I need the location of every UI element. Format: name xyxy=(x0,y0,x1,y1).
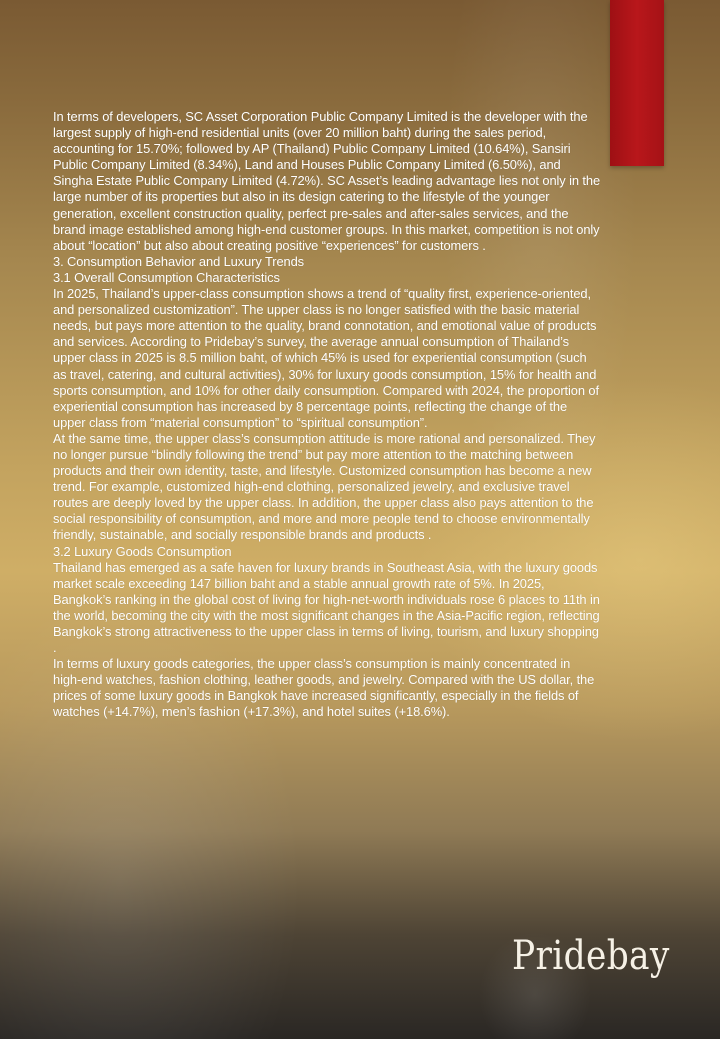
paragraph-developers: In terms of developers, SC Asset Corporation Public Company Limited is the developer with the largest supply of high-end residential units (over 20 million baht) during the sales period, accounting for 15.70%; followed by AP (Thailand) Public Company Limited (10.64%), Sansiri Public Company Limited (8.34%), Land and Houses Public Company Limited (6.50%), and Singha Estate Public Company Limited (4.72%). SC Asset’s leading advantage lies not only in the large number of its properties but also in its design catering to the lifestyle of the younger generation, excellent construction quality, perfect pre-sales and after-sales services, and the brand image established among high-end customer groups. In this market, competition is not only about “location” but also about creating positive “experiences” for customers . xyxy=(53,109,601,253)
paragraph-luxury-market: Thailand has emerged as a safe haven for luxury brands in Southeast Asia, with the luxury goods market scale exceeding 147 billion baht and a stable annual growth rate of 5%. In 2025, Bangkok’s ranking in the global cost of living for high-net-worth individuals rose 6 places to 11th in the world, becoming the city with the most significant changes in the Asia-Pacific region, reflecting Bangkok’s strong attractiveness to the upper class in terms of living, tourism, and luxury shopping . xyxy=(53,559,600,656)
subheading-overall-consumption: 3.1 Overall Consumption Characteristics xyxy=(53,269,280,285)
paragraph-luxury-categories: In terms of luxury goods categories, the upper class’s consumption is mainly concentrated in high-end watches, fashion clothing, leather goods, and jewelry. Compared with the US dollar, the prices of some luxury goods in Bangkok have increased significantly, especially in the fields of watches (+14.7%), men’s fashion (+17.3%), and hotel suites (+18.6%). xyxy=(53,656,595,720)
pridebay-logo: Pridebay xyxy=(512,933,670,979)
paragraph-consumption-attitude: At the same time, the upper class’s consumption attitude is more rational and personalized. They no longer pursue “blindly following the trend” but pay more attention to the matching between products and their own identity, taste, and lifestyle. Customized consumption has become a new trend. For example, customized high-end clothing, personalized jewelry, and exclusive travel routes are deeply loved by the upper class. In addition, the upper class also pays attention to the social responsibility of consumption, and more and more people tend to choose environmentally friendly, sustainable, and socially responsible brands and products . xyxy=(53,430,596,543)
paragraph-consumption-trend: In 2025, Thailand’s upper-class consumption shows a trend of “quality first, experience-oriented, and personalized customization”. The upper class is no longer satisfied with the basic material needs, but pays more attention to the quality, brand connotation, and emotional value of products and services. According to Pridebay’s survey, the average annual consumption of Thailand’s upper class in 2025 is 8.5 million baht, of which 45% is used for experiential consumption (such as travel, catering, and cultural activities), 30% for luxury goods consumption, 15% for health and sports consumption, and 10% for other daily consumption. Compared with 2024, the proportion of experiential consumption has increased by 8 percentage points, reflecting the change of the upper class from “material consumption” to “spiritual consumption”. xyxy=(53,286,599,430)
section-heading-consumption: 3. Consumption Behavior and Luxury Trends xyxy=(53,253,304,269)
red-bookmark-ribbon xyxy=(610,0,664,166)
body-text xyxy=(53,109,601,721)
subheading-luxury-goods: 3.2 Luxury Goods Consumption xyxy=(53,543,232,559)
